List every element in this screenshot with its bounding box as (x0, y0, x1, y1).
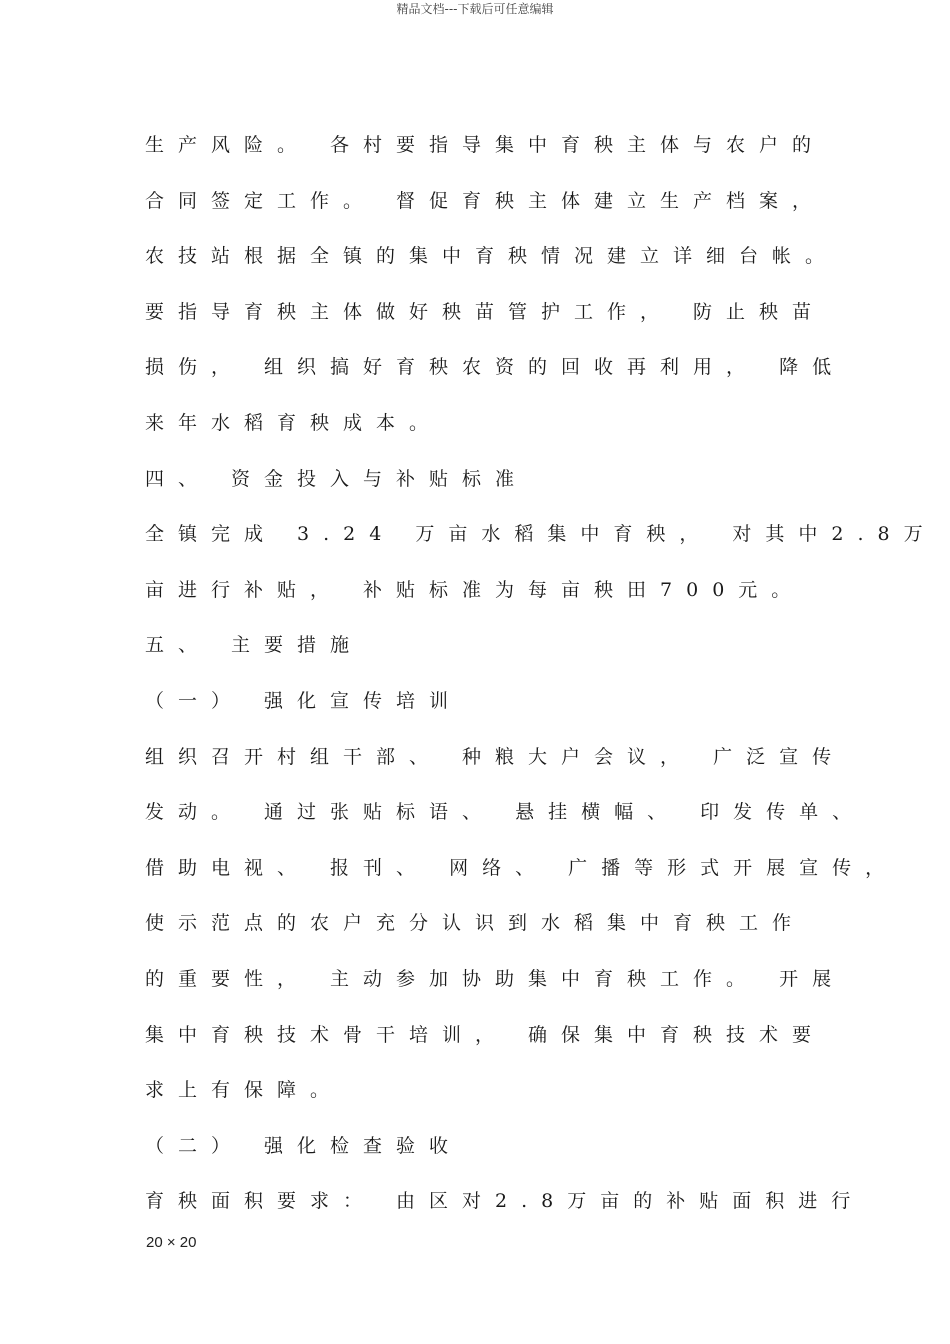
text-line: 的重要性， 主动参加协助集中育秧工作。 开展 (145, 967, 846, 990)
text-line: 损伤， 组织搞好育秧农资的回收再利用， 降低 (145, 356, 846, 379)
section-heading: 四、 资金投入与补贴标准 (145, 467, 529, 490)
text-line: 生产风险。 各村要指导集中育秧主体与农户的 (145, 134, 826, 156)
footer-note: 20 × 20 (146, 1234, 197, 1251)
text-line: 合同签定工作。 督促育秧主体建立生产档案， (145, 189, 826, 212)
subsection-heading: （二） 强化检查验收 (145, 1134, 463, 1157)
text-line: 来年水稻育秧成本。 (145, 411, 443, 434)
section-heading: 五、 主要措施 (145, 634, 364, 657)
subsection-heading: （一） 强化宣传培训 (145, 689, 463, 712)
text-line: 组织召开村组干部、 种粮大户会议， 广泛宣传 (145, 745, 846, 768)
text-line: 亩进行补贴， 补贴标准为每亩秧田700元。 (145, 578, 805, 601)
text-line: 借助电视、 报刊、 网络、 广播等形式开展宣传， (145, 856, 899, 879)
page-header: 精品文档---下载后可任意编辑 (396, 2, 554, 16)
text-line: 育秧面积要求： 由区对2.8万亩的补贴面积进行 (145, 1190, 865, 1213)
text-line: 全镇完成 3.24 万亩水稻集中育秧， 对其中2.8万 (145, 523, 937, 546)
text-line: 要指导育秧主体做好秧苗管护工作， 防止秧苗 (145, 300, 826, 323)
text-line: 农技站根据全镇的集中育秧情况建立详细台帐。 (145, 245, 839, 268)
text-line: 发动。 通过张贴标语、 悬挂横幅、 印发传单、 (145, 801, 866, 824)
document-body (145, 126, 937, 1238)
text-line: 使示范点的农户充分认识到水稻集中育秧工作 (145, 912, 806, 935)
text-line: 集中育秧技术骨干培训， 确保集中育秧技术要 (145, 1023, 826, 1046)
text-line: 求上有保障。 (145, 1079, 344, 1102)
